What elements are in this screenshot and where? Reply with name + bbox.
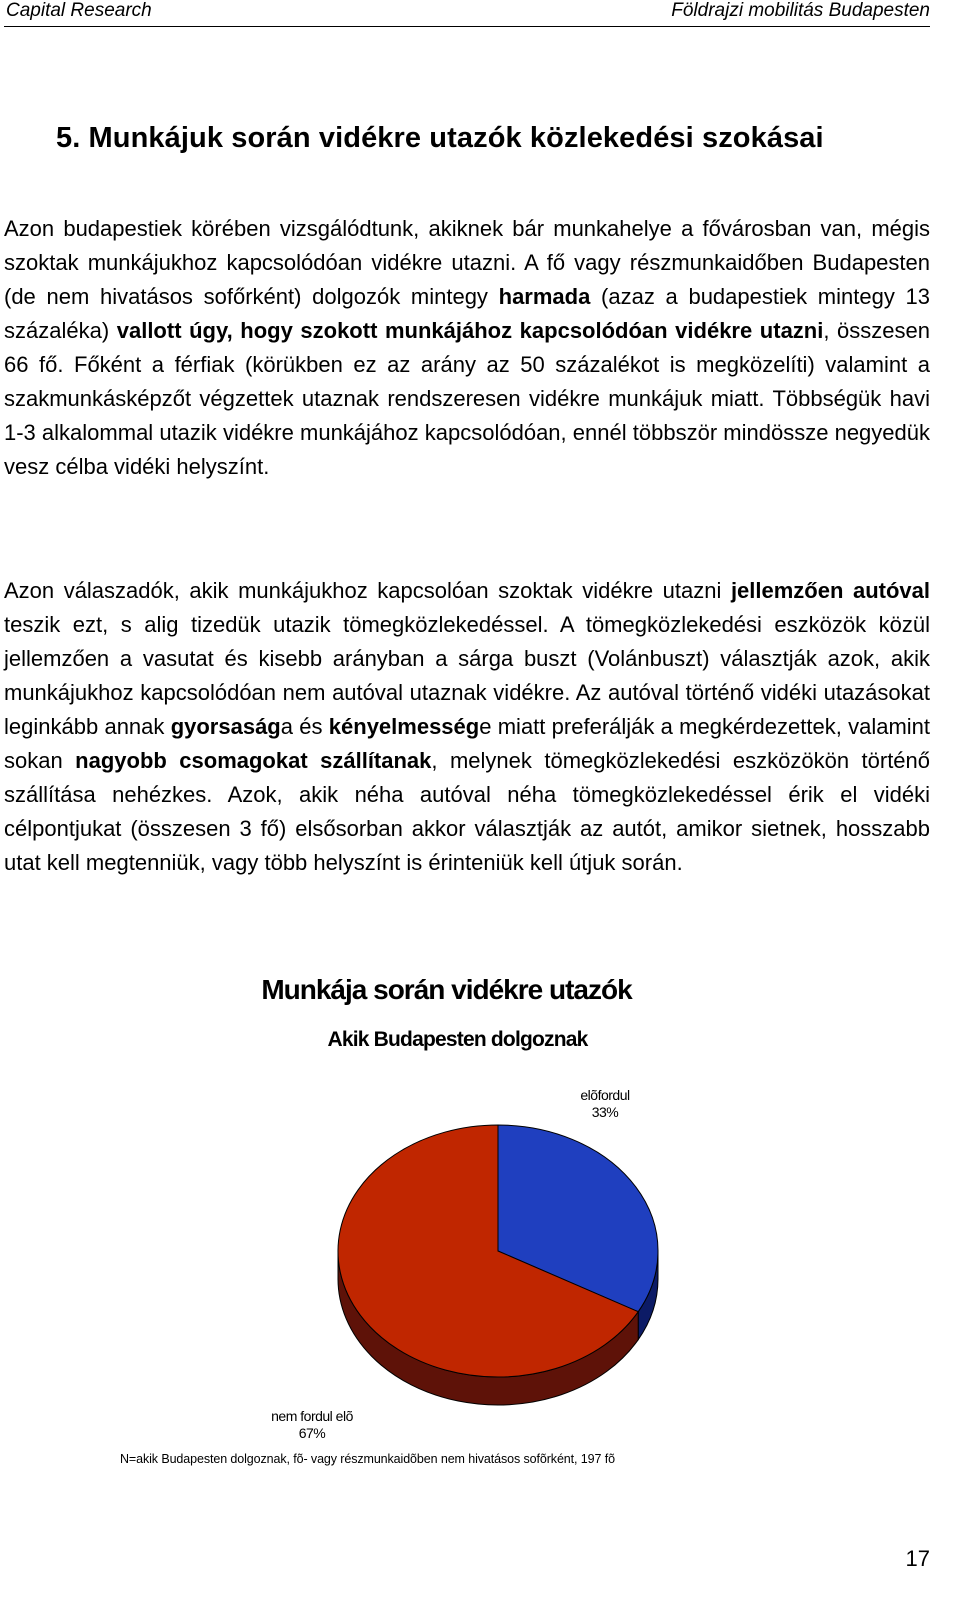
slice-name: elõfordul (580, 1087, 630, 1103)
slice-label-elofordul (560, 1087, 650, 1121)
header-publisher: Capital Research (6, 0, 152, 21)
slice-percent: 33% (591, 1104, 619, 1120)
bold-run: kényelmesség (328, 714, 480, 739)
text-run: e miatt preferálják a megkérdezettek, valamint sokan (4, 714, 931, 773)
bold-run: nagyobb csomagokat szállítanak (75, 748, 432, 773)
text-run: , melynek tömegközlekedési eszközökön történő szállítása nehézkes. Azok, akik néha autóval néha tömegközlekedéssel érik el vidéki célpontjukat (összesen 3 fő) elsősorban akkor választják az autót, amikor sietnek, hosszabb utat kell megtenniük, vagy több helyszínt is érinteniük kell útjuk során. (4, 748, 931, 875)
chart-sample-note: N=akik Budapesten dolgoznak, fõ- vagy részmunkaidõben nem hivatásos sofõrként, 197 fõ (120, 1452, 615, 1466)
text-run: Azon válaszadók, akik munkájukhoz kapcsolóan szoktak vidékre utazni (4, 578, 731, 603)
bold-run: gyorsaság (170, 714, 281, 739)
bold-run: vallott úgy, hogy szokott munkájához kapcsolódóan vidékre utazni (116, 318, 824, 343)
page-number: 17 (905, 1546, 930, 1571)
slice-label-nem-fordul-elo (252, 1408, 372, 1442)
section-title: 5. Munkájuk során vidékre utazók közlekedési szokásai (56, 122, 824, 154)
text-run: Azon budapestiek körében vizsgálódtunk, akiknek bár munkahelye a fővárosban van, mégis szoktak munkájukhoz kapcsolódóan vidékre utazni. A fő vagy részmunkaidőben Budapesten (de nem hivatásos sofőrként) dolgozók mintegy (4, 216, 930, 309)
bold-run: jellemzően autóval (730, 578, 930, 603)
slice-name: nem fordul elõ (271, 1408, 353, 1424)
chart-title: Munkája során vidékre utazók (261, 974, 632, 1005)
text-run: (azaz a budapestiek mintegy 13 százaléka) (4, 284, 930, 343)
text-run: , összesen 66 fő. Főként a férfiak (körükben ez az arány az 50 százalékot is megközelíti) valamint a szakmunkásképzőt végzettek utaznak rendszeresen vidékre munkájuk miatt. Többségük havi 1-3 alkalommal utazik vidékre munkájához kapcsolódóan, ennél többször mindössze negyedük vesz célba vidéki helyszínt. (4, 318, 930, 479)
text-run: a és (280, 714, 329, 739)
chart-subtitle: Akik Budapesten dolgoznak (327, 1028, 588, 1051)
bold-run: harmada (498, 284, 591, 309)
slice-percent: 67% (298, 1425, 326, 1441)
header-document-title: Földrajzi mobilitás Budapesten (671, 0, 930, 21)
text-run: teszik ezt, s alig tizedük utazik tömegközlekedéssel. A tömegközlekedési eszközök közül jellemzően a vasutat és kisebb arányban a sárga buszt (Volánbuszt) választják azok, akik munkájukhoz kapcsolódóan nem autóval utaznak vidékre. Az autóval történő vidéki utazásokat leginkább annak (4, 612, 930, 739)
